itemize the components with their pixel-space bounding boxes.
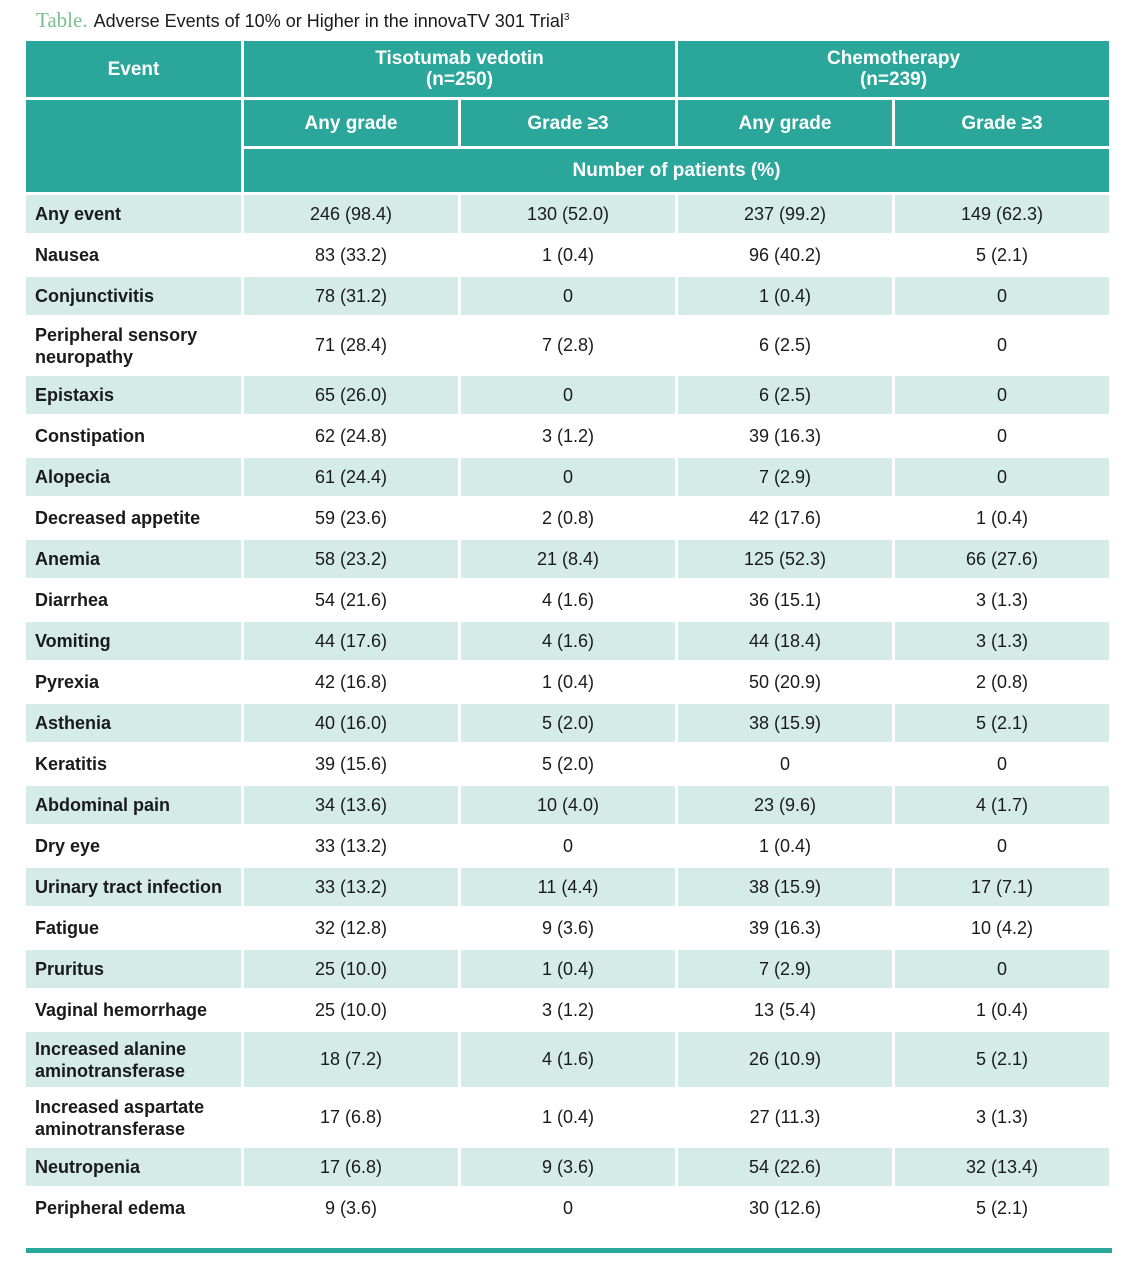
tv-grade3-cell: 7 (2.8) — [541, 335, 595, 355]
event-cell: Conjunctivitis — [26, 277, 241, 315]
tv-any-grade-cell: 65 (26.0) — [244, 376, 458, 414]
ch-any-grade-cell: 50 (20.9) — [748, 671, 822, 692]
ch-any-grade-cell: 1 (0.4) — [758, 835, 812, 856]
tv-any-grade-cell: 18 (7.2) — [244, 1032, 458, 1087]
event-cell: Pruritus — [26, 950, 241, 988]
tv-any-grade-cell: 33 (13.2) — [244, 868, 458, 906]
header-ch-grade3: Grade ≥3 — [895, 100, 1109, 146]
event-cell: Keratitis — [35, 754, 108, 774]
ch-any-grade-cell: 39 (16.3) — [748, 425, 822, 446]
table-row — [26, 1189, 1109, 1227]
ch-any-grade-cell: 27 (11.3) — [749, 1107, 821, 1127]
event-cell: Asthenia — [26, 704, 241, 742]
event-cell: Neutropenia — [26, 1148, 241, 1186]
table-row — [26, 622, 1109, 660]
table-row — [26, 236, 1109, 274]
tv-any-grade-cell: 246 (98.4) — [244, 195, 458, 233]
ch-grade3-cell: 5 (2.1) — [975, 1197, 1029, 1218]
ch-grade3-cell: 0 — [895, 376, 1109, 414]
tv-grade3-cell: 0 — [562, 1197, 573, 1218]
table-row — [26, 1032, 1109, 1087]
tv-any-grade-cell: 25 (10.0) — [244, 950, 458, 988]
tv-any-grade-cell: 40 (16.0) — [244, 704, 458, 742]
tv-grade3-cell: 10 (4.0) — [461, 786, 675, 824]
header-ch-any-grade: Any grade — [678, 100, 892, 146]
tv-grade3-cell: 0 — [562, 835, 573, 856]
table-row — [26, 277, 1109, 315]
ch-grade3-cell: 1 (0.4) — [975, 507, 1029, 528]
tv-any-grade-cell: 32 (12.8) — [314, 917, 388, 938]
event-cell: Peripheral sensory neuropathy — [35, 324, 198, 367]
tv-any-grade-cell: 58 (23.2) — [244, 540, 458, 578]
header-blank — [26, 100, 241, 192]
table-row — [26, 1090, 1109, 1145]
ch-grade3-cell: 0 — [996, 335, 1007, 355]
ch-grade3-cell: 5 (2.1) — [975, 244, 1029, 265]
tv-any-grade-cell: 71 (28.4) — [314, 335, 388, 355]
event-cell: Vaginal hemorrhage — [35, 1000, 208, 1020]
table-row — [26, 786, 1109, 824]
ch-any-grade-cell: 7 (2.9) — [678, 950, 892, 988]
event-cell: Anemia — [26, 540, 241, 578]
tv-any-grade-cell: 39 (15.6) — [314, 753, 388, 774]
ch-grade3-cell: 3 (1.3) — [975, 589, 1029, 610]
table-row — [26, 950, 1109, 988]
event-cell: Urinary tract infection — [26, 868, 241, 906]
table-row — [26, 1148, 1109, 1186]
ch-any-grade-cell: 26 (10.9) — [678, 1032, 892, 1087]
event-cell: Diarrhea — [35, 590, 109, 610]
event-cell: Abdominal pain — [26, 786, 241, 824]
table-row — [26, 745, 1109, 783]
tv-grade3-cell: 0 — [461, 277, 675, 315]
bottom-rule — [26, 1248, 1112, 1253]
tv-any-grade-cell: 61 (24.4) — [244, 458, 458, 496]
tv-any-grade-cell: 54 (21.6) — [314, 589, 388, 610]
tv-grade3-cell: 1 (0.4) — [541, 1107, 595, 1127]
tv-grade3-cell: 1 (0.4) — [541, 244, 595, 265]
header-tv-grade3: Grade ≥3 — [461, 100, 675, 146]
ch-grade3-cell: 66 (27.6) — [895, 540, 1109, 578]
event-cell: Alopecia — [26, 458, 241, 496]
ch-any-grade-cell: 44 (18.4) — [678, 622, 892, 660]
tv-any-grade-cell: 59 (23.6) — [314, 507, 388, 528]
table-row — [26, 540, 1109, 578]
tv-grade3-cell: 21 (8.4) — [461, 540, 675, 578]
tv-grade3-cell: 5 (2.0) — [541, 753, 595, 774]
ch-grade3-cell: 149 (62.3) — [895, 195, 1109, 233]
header-group-tisotumab — [244, 41, 675, 97]
event-cell: Peripheral edema — [35, 1198, 186, 1218]
tv-grade3-cell: 4 (1.6) — [461, 1032, 675, 1087]
tv-grade3-cell: 2 (0.8) — [541, 507, 595, 528]
table-body — [26, 195, 1109, 1227]
caption-label: Table. — [36, 8, 88, 32]
tv-any-grade-cell: 9 (3.6) — [324, 1197, 378, 1218]
event-cell: Increased alanine aminotransferase — [26, 1032, 241, 1087]
event-cell: Decreased appetite — [35, 508, 201, 528]
ch-grade3-cell: 3 (1.3) — [975, 1107, 1029, 1127]
table-row — [26, 991, 1109, 1029]
ch-grade3-cell: 0 — [895, 458, 1109, 496]
ch-any-grade-cell: 36 (15.1) — [748, 589, 822, 610]
ch-grade3-cell: 0 — [996, 425, 1007, 446]
ch-grade3-cell: 10 (4.2) — [970, 917, 1034, 938]
ch-any-grade-cell: 125 (52.3) — [678, 540, 892, 578]
tv-any-grade-cell: 25 (10.0) — [314, 999, 388, 1020]
group2-n: (n=239) — [859, 69, 928, 90]
ch-any-grade-cell: 54 (22.6) — [678, 1148, 892, 1186]
tv-grade3-cell: 1 (0.4) — [541, 671, 595, 692]
tv-grade3-cell: 9 (3.6) — [461, 1148, 675, 1186]
event-cell: Epistaxis — [26, 376, 241, 414]
adverse-events-table — [23, 38, 1112, 1230]
group2-name: Chemotherapy — [826, 48, 961, 69]
ch-any-grade-cell: 1 (0.4) — [678, 277, 892, 315]
ch-any-grade-cell: 6 (2.5) — [678, 376, 892, 414]
tv-any-grade-cell: 17 (6.8) — [319, 1107, 383, 1127]
table-row — [26, 458, 1109, 496]
ch-grade3-cell: 4 (1.7) — [895, 786, 1109, 824]
tv-grade3-cell: 4 (1.6) — [541, 589, 595, 610]
tv-any-grade-cell: 34 (13.6) — [244, 786, 458, 824]
ch-any-grade-cell: 23 (9.6) — [678, 786, 892, 824]
tv-any-grade-cell: 78 (31.2) — [244, 277, 458, 315]
ch-any-grade-cell: 237 (99.2) — [678, 195, 892, 233]
tv-grade3-cell: 0 — [461, 376, 675, 414]
event-cell: Vomiting — [26, 622, 241, 660]
event-cell: Dry eye — [35, 836, 101, 856]
ch-any-grade-cell: 30 (12.6) — [748, 1197, 822, 1218]
table-row — [26, 195, 1109, 233]
ch-any-grade-cell: 96 (40.2) — [748, 244, 822, 265]
ch-grade3-cell: 0 — [895, 950, 1109, 988]
tv-any-grade-cell: 62 (24.8) — [314, 425, 388, 446]
table-row — [26, 581, 1109, 619]
ch-any-grade-cell: 6 (2.5) — [758, 335, 812, 355]
ch-grade3-cell: 1 (0.4) — [975, 999, 1029, 1020]
table-row — [26, 704, 1109, 742]
event-cell: Pyrexia — [35, 672, 100, 692]
group1-name: Tisotumab vedotin — [375, 48, 544, 69]
tv-any-grade-cell: 44 (17.6) — [244, 622, 458, 660]
table-row — [26, 663, 1109, 701]
ch-any-grade-cell: 0 — [779, 753, 790, 774]
ch-any-grade-cell: 13 (5.4) — [753, 999, 817, 1020]
table-row — [26, 417, 1109, 455]
table-row — [26, 499, 1109, 537]
tv-any-grade-cell: 33 (13.2) — [314, 835, 388, 856]
ch-any-grade-cell: 7 (2.9) — [678, 458, 892, 496]
group1-n: (n=250) — [425, 69, 494, 90]
tv-grade3-cell: 9 (3.6) — [541, 917, 595, 938]
tv-grade3-cell: 1 (0.4) — [461, 950, 675, 988]
tv-grade3-cell: 4 (1.6) — [461, 622, 675, 660]
ch-grade3-cell: 5 (2.1) — [895, 1032, 1109, 1087]
tv-grade3-cell: 0 — [461, 458, 675, 496]
ch-any-grade-cell: 38 (15.9) — [678, 868, 892, 906]
ch-grade3-cell: 0 — [895, 277, 1109, 315]
table-row — [26, 827, 1109, 865]
table-row — [26, 376, 1109, 414]
header-tv-any-grade: Any grade — [244, 100, 458, 146]
ch-any-grade-cell: 42 (17.6) — [748, 507, 822, 528]
tv-any-grade-cell: 42 (16.8) — [314, 671, 388, 692]
tv-grade3-cell: 3 (1.2) — [541, 425, 595, 446]
tv-any-grade-cell: 83 (33.2) — [314, 244, 388, 265]
event-cell: Constipation — [35, 426, 145, 446]
caption-title: Adverse Events of 10% or Higher in the innovaTV 301 Trial — [93, 11, 564, 31]
event-cell: Nausea — [35, 245, 100, 265]
ch-grade3-cell: 17 (7.1) — [895, 868, 1109, 906]
caption-ref: 3 — [563, 12, 570, 23]
tv-grade3-cell: 5 (2.0) — [461, 704, 675, 742]
tv-grade3-cell: 130 (52.0) — [461, 195, 675, 233]
ch-grade3-cell: 5 (2.1) — [895, 704, 1109, 742]
event-cell: Fatigue — [35, 918, 100, 938]
ch-grade3-cell: 2 (0.8) — [975, 671, 1029, 692]
ch-grade3-cell: 0 — [996, 753, 1007, 774]
tv-grade3-cell: 3 (1.2) — [541, 999, 595, 1020]
table-caption — [36, 8, 569, 33]
tv-grade3-cell: 11 (4.4) — [461, 868, 675, 906]
table-row — [26, 318, 1109, 373]
table-row — [26, 868, 1109, 906]
ch-grade3-cell: 3 (1.3) — [895, 622, 1109, 660]
header-event: Event — [26, 41, 241, 97]
table-row — [26, 909, 1109, 947]
event-cell: Any event — [26, 195, 241, 233]
event-cell: Increased aspartate aminotransferase — [35, 1096, 205, 1139]
ch-grade3-cell: 32 (13.4) — [895, 1148, 1109, 1186]
header-group-chemotherapy — [678, 41, 1109, 97]
ch-grade3-cell: 0 — [996, 835, 1007, 856]
header-units: Number of patients (%) — [244, 149, 1109, 192]
ch-any-grade-cell: 38 (15.9) — [678, 704, 892, 742]
tv-any-grade-cell: 17 (6.8) — [244, 1148, 458, 1186]
ch-any-grade-cell: 39 (16.3) — [748, 917, 822, 938]
